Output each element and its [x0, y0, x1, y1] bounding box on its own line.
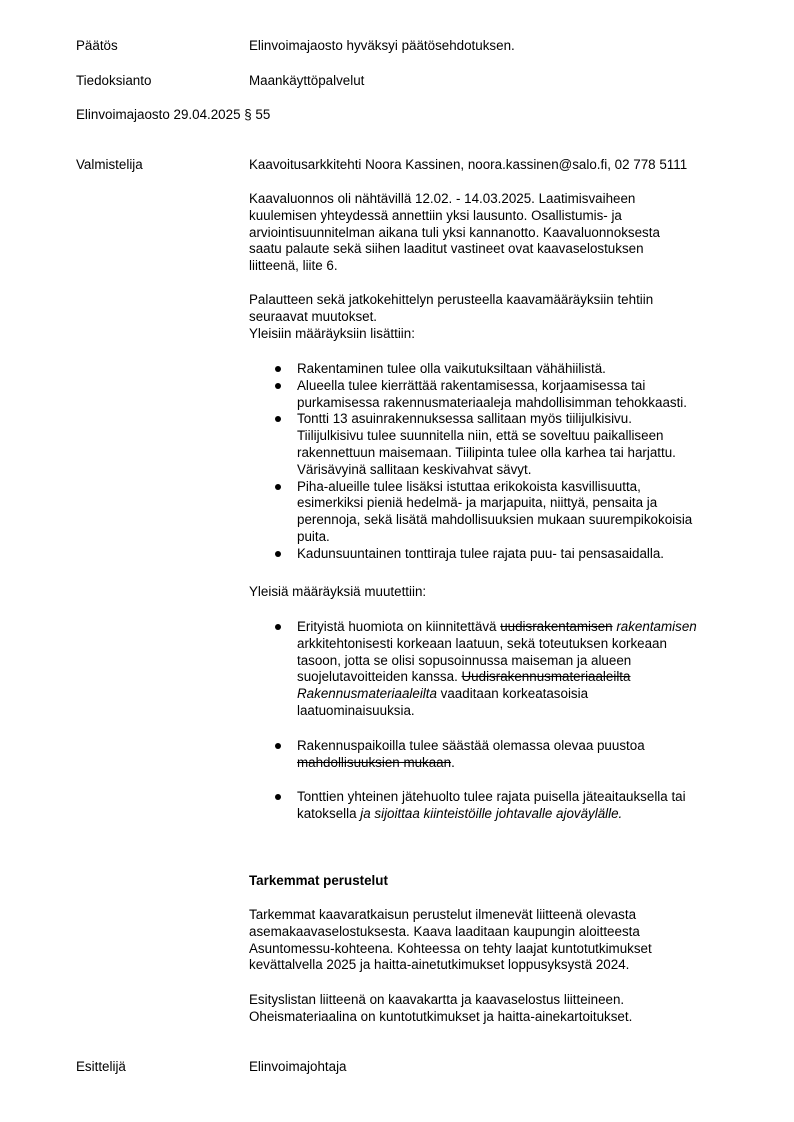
text-line: seuraavat muutokset.	[249, 308, 378, 324]
list-item	[249, 361, 749, 378]
text-line: esimerkiksi pieniä hedelmä- ja marjapuita, niittyä, pensaita ja	[297, 495, 658, 511]
text-line: Oheismateriaalina on kuntotutkimukset ja haitta-ainekartoitukset.	[249, 1008, 633, 1024]
text-line: Rakentaminen tulee olla vaikutuksiltaan vähähiilistä.	[297, 361, 606, 376]
text-line: Tarkemmat kaavaratkaisun perustelut ilmenevät liitteenä olevasta	[249, 907, 637, 922]
text-line: Erityistä huomiota on kiinnitettävä uudisrakentamisen rakentamisen	[297, 619, 697, 634]
text-line: Alueella tulee kierrättää rakentamisessa, korjaamisessa tai	[297, 377, 646, 393]
text-line: Yleisiin määräyksiin lisättiin:	[249, 325, 415, 341]
text-line: Piha-alueille tulee lisäksi istuttaa erikokoista kasvillisuutta,	[297, 478, 641, 494]
text-line: saatu palaute sekä siihen laaditut vastineet ovat kaavaselostuksen	[249, 241, 644, 257]
text-line: suojelutavoitteiden kanssa. Uudisrakennusmateriaaleilta	[297, 669, 631, 685]
text-line: kevättalvella 2025 ja haitta-ainetutkimukset loppusyksystä 2024.	[249, 957, 630, 973]
esittelija-label: Esittelijä	[76, 1059, 126, 1074]
paragraph-justification	[249, 907, 749, 974]
text-line: rakennettuun maisemaan. Tiilipinta tulee olla karhea tai harjattu.	[297, 444, 676, 460]
text-line: Asuntomessu-kohteena. Kohteessa on tehty laajat kuntotutkimukset	[249, 940, 652, 956]
text-line: arviointisuunnitelman aikana tuli yksi kannanotto. Kaavaluonnoksesta	[249, 224, 660, 240]
valmistelija-value: Kaavoitusarkkitehti Noora Kassinen, noora.kassinen@salo.fi, 02 778 5111	[249, 157, 688, 172]
added-text: rakentamisen	[612, 619, 697, 634]
text-line: katoksella ja sijoittaa kiinteistöille johtavalle ajoväylälle.	[297, 805, 623, 821]
text-line: Kadunsuuntainen tonttiraja tulee rajata puu- tai pensasaidalla.	[297, 545, 665, 561]
text-line: Tonttien yhteinen jätehuolto tulee rajata puisella jäteaitauksella tai	[297, 789, 686, 804]
list-item	[249, 789, 749, 823]
paatos-value: Elinvoimajaosto hyväksyi päätösehdotuksen.	[249, 38, 515, 53]
text-line: Kaavaluonnos oli nähtävillä 12.02. - 14.03.2025. Laatimisvaiheen	[249, 191, 636, 206]
text-line: purkamisessa rakennusmateriaaleja mahdollisimman tehokkaasti.	[297, 394, 687, 410]
text-line: Esityslistan liitteenä on kaavakartta ja kaavaselostus liitteineen.	[249, 992, 625, 1007]
text-line: Värisävyinä sallitaan keskivahvat sävyt.	[297, 461, 532, 477]
text-line: tasoon, jotta se olisi sopusoinnussa maiseman ja alueen	[297, 652, 632, 668]
paatos-label: Päätös	[76, 38, 118, 53]
text-line: puita.	[297, 528, 330, 544]
meeting-reference: Elinvoimajaosto 29.04.2025 § 55	[76, 107, 271, 122]
tiedoksianto-value: Maankäyttöpalvelut	[249, 73, 365, 88]
text-line: liitteenä, liite 6.	[249, 258, 338, 274]
list-item	[249, 378, 749, 412]
text-line: Tontti 13 asuinrakennuksessa sallitaan myös tiilijulkisivu.	[297, 411, 632, 427]
text-line: mahdollisuuksien mukaan.	[297, 754, 455, 770]
list-item	[249, 738, 749, 772]
text-line: laatuominaisuuksia.	[297, 702, 415, 718]
list-item	[249, 479, 749, 546]
text-line: Rakennusmateriaaleilta vaaditaan korkeatasoisia	[297, 686, 589, 702]
list-item	[249, 546, 749, 563]
added-text: ja sijoittaa kiinteistöille johtavalle ajoväylälle.	[360, 805, 623, 821]
paragraph-feedback-summary	[249, 191, 749, 275]
changed-regulations-list	[249, 619, 749, 720]
deleted-text: mahdollisuuksien mukaan	[297, 754, 452, 770]
tiedoksianto-label: Tiedoksianto	[76, 73, 152, 88]
deleted-text: uudisrakentamisen	[500, 619, 613, 634]
text-line: kuulemisen yhteydessä annettiin yksi lausunto. Osallistumis- ja	[249, 207, 622, 223]
list-item	[249, 619, 749, 720]
text-line: Rakennuspaikoilla tulee säästää olemassa olevaa puustoa	[297, 738, 645, 753]
paragraph-changes-intro	[249, 292, 749, 342]
paragraph-attachments	[249, 992, 749, 1026]
text-line: Tiilijulkisivu tulee suunnitella niin, että se soveltuu paikalliseen	[297, 428, 664, 444]
section-heading: Tarkemmat perustelut	[249, 873, 388, 888]
text-line: perennoja, sekä lisätä mahdollisuuksien mukaan suurempikokoisia	[297, 512, 693, 528]
changed-regulations-intro: Yleisiä määräyksiä muutettiin:	[249, 584, 427, 599]
added-regulations-list	[249, 361, 749, 563]
changed-regulations-list	[249, 789, 749, 823]
text-line: Palautteen sekä jatkokehittelyn perusteella kaavamääräyksiin tehtiin	[249, 292, 654, 307]
list-item	[249, 411, 749, 478]
text-line: arkkitehtonisesti korkeaan laatuun, sekä toteutuksen korkeaan	[297, 635, 667, 651]
changed-regulations-list	[249, 738, 749, 772]
added-text: Rakennusmateriaaleilta	[297, 686, 437, 702]
deleted-text: Uudisrakennusmateriaaleilta	[461, 669, 631, 685]
valmistelija-label: Valmistelija	[76, 157, 143, 172]
esittelija-value: Elinvoimajohtaja	[249, 1059, 347, 1074]
text-line: asemakaavaselostuksesta. Kaava laaditaan kaupungin aloitteesta	[249, 923, 640, 939]
